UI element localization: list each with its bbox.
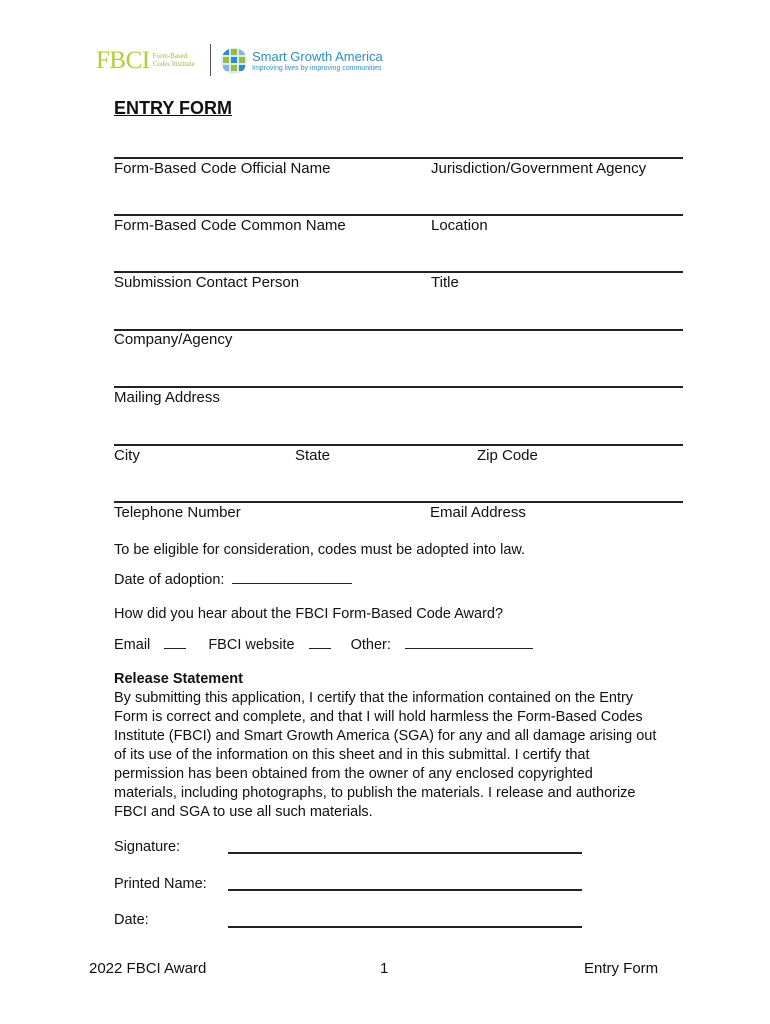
email-option-blank[interactable] [164, 634, 186, 649]
release-line: of its use of the information on this sheet and in this submittal. I certify that [114, 747, 590, 763]
signature-label: Signature: [114, 839, 181, 855]
contact-person-label: Submission Contact Person [114, 274, 300, 291]
date-line[interactable] [228, 926, 582, 928]
logo-divider [210, 44, 211, 76]
mailing-address-label: Mailing Address [114, 389, 220, 406]
contact-title-label: Title [431, 274, 459, 291]
other-option-blank[interactable] [405, 634, 533, 649]
state-label: State [295, 447, 331, 464]
field-divider [114, 271, 683, 273]
sga-logo-text [252, 49, 383, 73]
release-line: Institute (FBCI) and Smart Growth America (SGA) for any and all damage arising out [114, 728, 657, 744]
date-label: Date: [114, 912, 149, 928]
signature-line[interactable] [228, 852, 582, 854]
sga-logo [220, 45, 383, 77]
telephone-label: Telephone Number [114, 504, 241, 521]
fbci-logo-sub-line2: Codes Institute [152, 60, 195, 68]
common-name-label: Form-Based Code Common Name [114, 217, 346, 234]
fbci-logo-word: FBCI [96, 46, 150, 74]
adoption-row [114, 569, 352, 589]
location-label: Location [431, 217, 488, 234]
release-body [114, 689, 689, 822]
page-title: ENTRY FORM [114, 98, 233, 118]
release-line: FBCI and SGA to use all such materials. [114, 804, 373, 820]
release-line: By submitting this application, I certify that the information contained on the Entry [114, 690, 634, 706]
hear-options-row [114, 634, 533, 654]
printed-name-line[interactable] [228, 889, 582, 891]
printed-name-label: Printed Name: [114, 876, 207, 892]
website-option-blank[interactable] [309, 634, 331, 649]
field-divider [114, 157, 683, 159]
company-label: Company/Agency [114, 331, 233, 348]
zip-label: Zip Code [477, 447, 538, 464]
hear-question: How did you hear about the FBCI Form-Based Code Award? [114, 606, 504, 622]
sga-logo-tagline: Improving lives by improving communities [252, 65, 382, 72]
release-line: materials, including photographs, to publish the materials. I release and authorize [114, 785, 636, 801]
official-name-label: Form-Based Code Official Name [114, 160, 331, 177]
city-label: City [114, 447, 140, 464]
jurisdiction-label: Jurisdiction/Government Agency [431, 160, 647, 177]
release-line: Form is correct and complete, and that I will hold harmless the Form-Based Codes [114, 709, 643, 725]
eligibility-text: To be eligible for consideration, codes must be adopted into law. [114, 542, 526, 558]
release-heading: Release Statement [114, 671, 243, 687]
fbci-logo-sub-line1: Form-Based [152, 52, 188, 60]
footer-page-number: 1 [380, 960, 389, 977]
footer-right: Entry Form [584, 960, 659, 977]
footer-left: 2022 FBCI Award [89, 960, 207, 977]
email-label: Email Address [430, 504, 526, 521]
adoption-date-blank[interactable] [232, 569, 352, 584]
hear-option-website: FBCI website [208, 637, 295, 653]
field-divider [114, 501, 683, 503]
hear-option-other: Other: [350, 637, 391, 653]
field-divider [114, 444, 683, 446]
sga-globe-icon [220, 46, 248, 76]
release-line: permission has been obtained from the owner of any enclosed copyrighted [114, 766, 593, 782]
sga-logo-name: Smart Growth America [252, 49, 383, 64]
adoption-label: Date of adoption: [114, 572, 225, 588]
hear-option-email: Email [114, 637, 151, 653]
field-divider [114, 214, 683, 216]
fbci-logo-subtitle [153, 52, 195, 68]
fbci-logo [96, 44, 195, 76]
field-divider [114, 386, 683, 388]
